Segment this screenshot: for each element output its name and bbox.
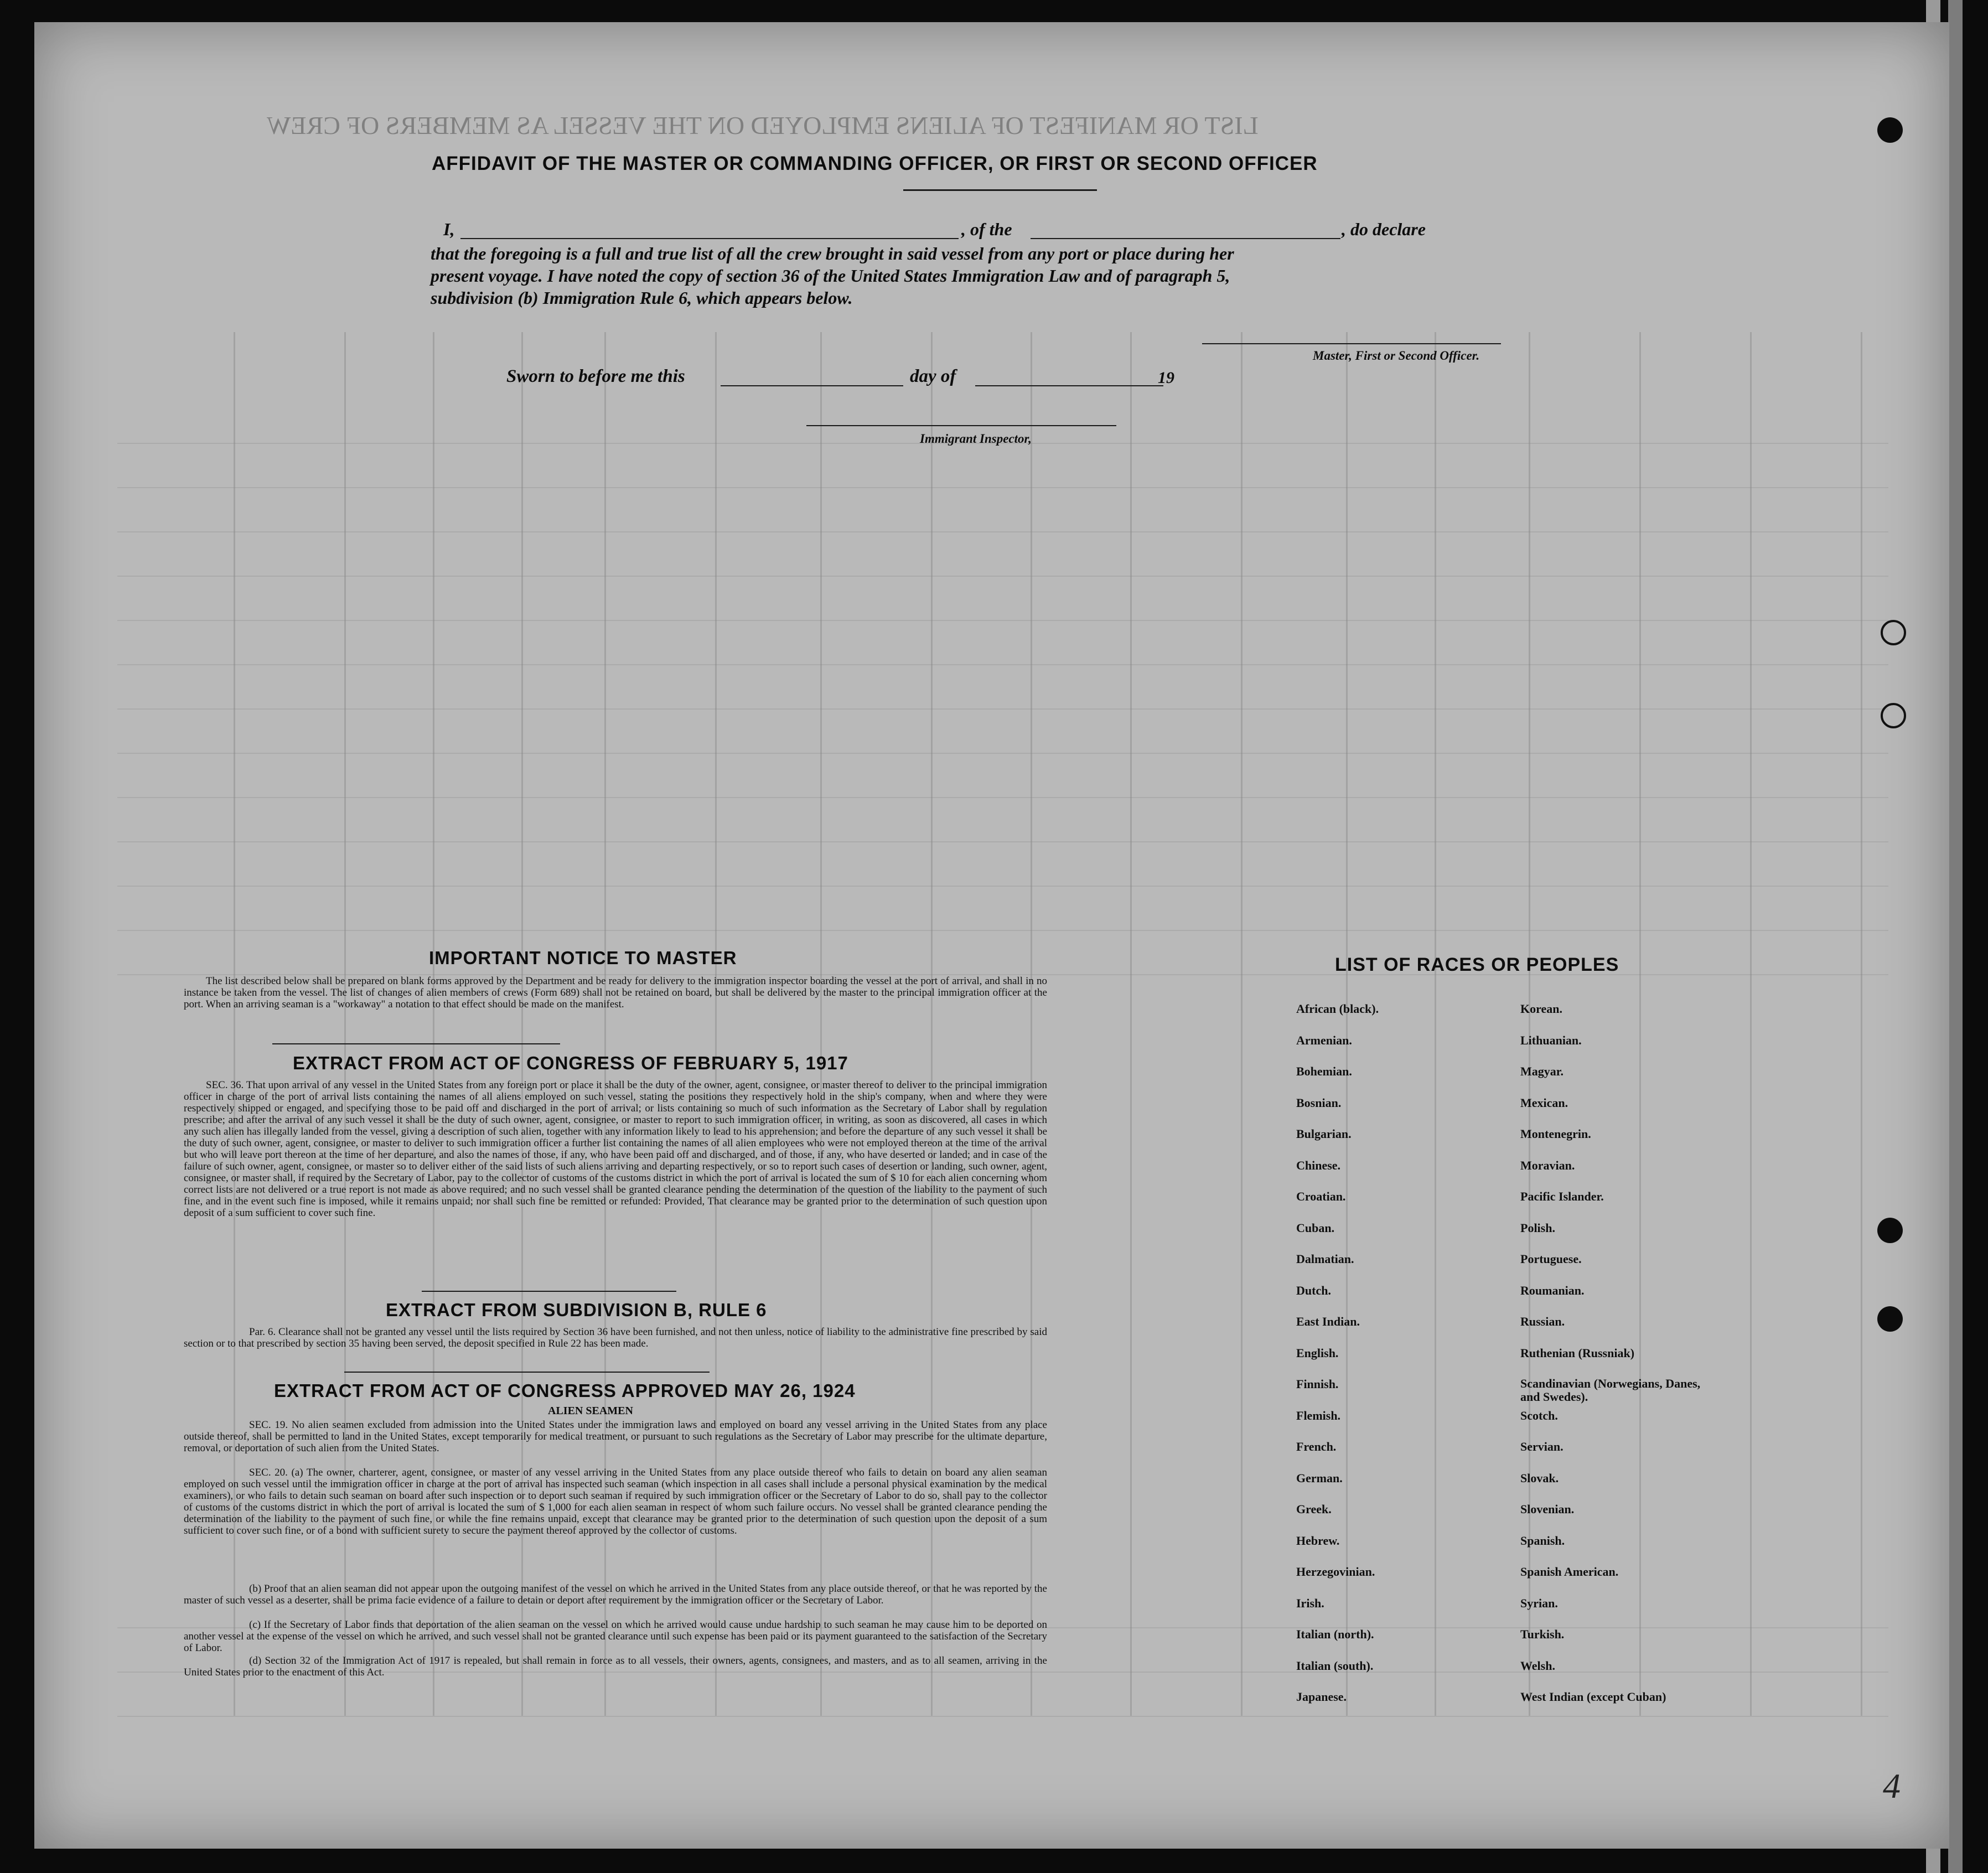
race-item: Italian (north). <box>1296 1627 1374 1641</box>
affidavit-blank-vessel <box>1031 238 1340 239</box>
race-item: Dutch. <box>1296 1283 1331 1297</box>
race-item: Finnish. <box>1296 1377 1339 1391</box>
race-item: Ruthenian (Russniak) <box>1520 1346 1635 1360</box>
punch-hole-ring <box>1881 620 1906 645</box>
race-item: Lithuanian. <box>1520 1033 1582 1047</box>
affidavit-of-the: , of the <box>961 219 1012 239</box>
race-item: Syrian. <box>1520 1596 1558 1610</box>
affidavit-do-declare: , do declare <box>1342 219 1426 239</box>
affidavit-title-underline <box>903 189 1097 191</box>
affidavit-body-1: that the foregoing is a full and true list of all the crew brought in said vessel from any port or place during her <box>431 244 1234 263</box>
race-item: West Indian (except Cuban) <box>1520 1690 1666 1704</box>
race-item: Slovak. <box>1520 1471 1559 1485</box>
race-item: Armenian. <box>1296 1033 1352 1047</box>
race-item: Bulgarian. <box>1296 1127 1352 1141</box>
affidavit-title: AFFIDAVIT OF THE MASTER OR COMMANDING OFFICER, OR FIRST OR SECOND OFFICER <box>432 153 1318 174</box>
sworn-day-blank <box>721 385 903 386</box>
punch-hole <box>1877 1306 1903 1332</box>
inspector-label: Immigrant Inspector, <box>920 432 1032 446</box>
inspector-signature-line <box>806 425 1116 426</box>
punch-hole <box>1877 117 1903 143</box>
race-item: East Indian. <box>1296 1315 1360 1328</box>
extract-1924-title: EXTRACT FROM ACT OF CONGRESS APPROVED MAY 26, 1924 <box>274 1380 856 1401</box>
notice-text: The list described below shall be prepared on blank forms approved by the Department and be ready for delivery to the immigration inspector boarding the vessel at the port of arrival, and shall in no instance be taken from the vessel. The list of changes of alien members of crews (Form 689) shall not be retained on board, but shall be delivered by the master to the principal immigration officer at the port. When an arriving seaman is a "workaway" a notation to that effect should be made on the manifest. <box>184 975 1047 1010</box>
affidavit-line-i: I, <box>443 219 455 239</box>
sworn-month-blank <box>975 385 1163 386</box>
extract-rule6-title: EXTRACT FROM SUBDIVISION B, RULE 6 <box>386 1300 767 1320</box>
extract-1924-sec20b: (b) Proof that an alien seaman did not appear upon the outgoing manifest of the vessel on which he arrived in the United States from any place outside thereof, or that he was reported by the master of such vessel as a deserter, shall be prima facie evidence of a failure to detain or deport after requirement by the immigration officer or the Secretary of Labor. <box>184 1583 1047 1606</box>
race-item: Scandinavian (Norwegians, Danes, and Swedes). <box>1520 1377 1701 1404</box>
extract-1924-sec20a: SEC. 20. (a) The owner, charterer, agent, consignee, or master of any vessel arriving in the United States from any place outside thereof who fails to detain on board any alien seaman employed on such vessel until the immigration officer in charge at the port of arrival has inspected such seaman (which inspection in all cases shall include a personal physical examination by the medical examiners), or who fails to detain such seaman on board after such inspection or to deport such seaman if required by such immigration officer or the Secretary of Labor to do so, shall pay to the collector of customs of the customs district in which the port of arrival is located the sum of $ 1,000 for each alien seaman in respect of whom such failure occurs. No vessel shall be granted clearance pending the determination of the liability to the payment of such fine, or while the fine remains unpaid, except that clearance may be granted prior to the determination of such question upon the deposit of a sum sufficient to cover such fine, or of a bond with sufficient surety to secure the payment thereof approved by the collector of customs. <box>184 1467 1047 1536</box>
divider-2 <box>422 1291 676 1292</box>
race-item: Croatian. <box>1296 1189 1346 1203</box>
sworn-before-label: Sworn to before me this <box>506 366 685 386</box>
race-item: African (black). <box>1296 1002 1379 1016</box>
races-title: LIST OF RACES OR PEOPLES <box>1335 954 1619 975</box>
notice-title: IMPORTANT NOTICE TO MASTER <box>429 948 737 968</box>
race-item: German. <box>1296 1471 1343 1485</box>
sworn-day-of-label: day of <box>910 366 956 386</box>
race-item: Spanish American. <box>1520 1565 1619 1579</box>
race-item: Turkish. <box>1520 1627 1565 1641</box>
extract-1924-sec19: SEC. 19. No alien seamen excluded from admission into the United States under the immigration laws and employed on board any vessel arriving in the United States from any place outside thereof, shall be permitted to land in the United States, except temporarily for medical treatment, or pursuant to such regulations as the Secretary of Labor may prescribe for the ultimate departure, removal, or deportation of such alien from the United States. <box>184 1419 1047 1454</box>
race-item: Pacific Islander. <box>1520 1189 1604 1203</box>
race-item: Italian (south). <box>1296 1658 1374 1673</box>
race-item: Korean. <box>1520 1002 1562 1016</box>
race-item: Montenegrin. <box>1520 1127 1591 1141</box>
page-edge-right-2 <box>1948 0 1963 1873</box>
race-item: Magyar. <box>1520 1064 1564 1078</box>
punch-hole-ring <box>1881 703 1906 728</box>
race-item: Bosnian. <box>1296 1095 1342 1110</box>
bleed-through-grid <box>34 22 1949 1849</box>
extract-1924-sec20d: (d) Section 32 of the Immigration Act of 1917 is repealed, but shall remain in force as to all vessels, their owners, agents, consignees, and masters, and as to all seamen, arriving in the United States prior to the enactment of this Act. <box>184 1655 1047 1678</box>
race-item: Roumanian. <box>1520 1283 1585 1297</box>
bleed-through-header: LIST OR MANIFEST OF ALIENS EMPLOYED ON THE VESSEL AS MEMBERS OF CREW <box>267 111 1259 139</box>
affidavit-body-3: subdivision (b) Immigration Rule 6, which appears below. <box>431 288 853 308</box>
affidavit-body-2: present voyage. I have noted the copy of section 36 of the United States Immigration Law and of paragraph 5, <box>431 266 1230 286</box>
race-item: Portuguese. <box>1520 1252 1582 1266</box>
race-item: Cuban. <box>1296 1220 1335 1235</box>
race-item: Welsh. <box>1520 1658 1555 1673</box>
race-item: Greek. <box>1296 1502 1332 1516</box>
race-item: Irish. <box>1296 1596 1324 1610</box>
document-page <box>34 22 1949 1849</box>
sworn-year-label: 19 <box>1158 369 1174 387</box>
race-item: English. <box>1296 1346 1339 1360</box>
race-item: Mexican. <box>1520 1095 1568 1110</box>
divider-1 <box>272 1043 560 1044</box>
master-signature-line <box>1202 343 1501 344</box>
extract-rule6-text: Par. 6. Clearance shall not be granted any vessel until the lists required by Section 36 have been furnished, and not then unless, notice of liability to the administrative fine prescribed by said section or to that prescribed by section 35 having been served, the deposit specified in Rule 22 has been made. <box>184 1326 1047 1349</box>
race-item: Polish. <box>1520 1220 1555 1235</box>
race-item: Servian. <box>1520 1440 1564 1453</box>
race-item: Chinese. <box>1296 1158 1341 1172</box>
race-item: Herzegovinian. <box>1296 1565 1375 1579</box>
race-item: Dalmatian. <box>1296 1252 1354 1266</box>
master-signature-label: Master, First or Second Officer. <box>1313 349 1480 363</box>
race-item: French. <box>1296 1440 1337 1453</box>
race-item: Flemish. <box>1296 1408 1341 1422</box>
extract-1924-sec20c: (c) If the Secretary of Labor finds that deportation of the alien seaman on the vessel on which he arrived would cause undue hardship to such seaman he may cause him to be deported on another vessel at the expense of the vessel on which he arrived, and such vessel shall not be granted clearance until such expense has been paid or its payment guaranteed to the satisfaction of the Secretary of Labor. <box>184 1619 1047 1654</box>
divider-3 <box>344 1372 710 1373</box>
race-item: Russian. <box>1520 1315 1565 1328</box>
race-item: Hebrew. <box>1296 1533 1340 1548</box>
race-item: Japanese. <box>1296 1690 1347 1704</box>
race-item: Scotch. <box>1520 1408 1558 1422</box>
affidavit-blank-name <box>460 238 959 239</box>
punch-hole <box>1877 1218 1903 1243</box>
race-item: Moravian. <box>1520 1158 1575 1172</box>
extract-1917-text: SEC. 36. That upon arrival of any vessel in the United States from any foreign port or place it shall be the duty of the owner, agent, consignee, or master thereof to deliver to the principal immigration officer in charge of the port of arrival lists containing the names of all aliens employed on such vessel, stating the positions they respectively hold in the ship's company, when and where they were respectively shipped or engaged, and specifying those to be paid off and discharged in the port of arrival; or lists containing so much of such information as the Secretary of Labor shall by regulation prescribe; and after the arrival of any such vessel it shall be the duty of such owner, agent, consignee, or master to report to such immigration officer, in writing, as soon as discovered, all cases in which any such alien has illegally landed from the vessel, giving a description of such alien, together with any information likely to lead to his apprehension; and before the departure of any such vessel it shall be the duty of such owner, agent, consignee, or master to deliver to such immigration officer a further list containing the names of all alien employees who were not employed thereon at the time of the arrival but who will leave port thereon at the time of her departure, and also the names of those, if any, who have been paid off and discharged, and of those, if any, who have deserted or landed; and in case of the failure of such owner, agent, consignee, or master so to deliver either of the said lists of such aliens arriving and departing respectively, or so to report such cases of desertion or landing, such owner, agent, consignee, or master shall, if required by the Secretary of Labor, pay to the collector of customs of the customs district in which the port of arrival is located the sum of $ 10 for each alien concerning whom correct lists are not delivered or a true report is not made as above required; and no such vessel shall be granted clearance pending the determination of the question of the liability to the payment of such fine, and in the event such fine is imposed, while it remains unpaid; nor shall such fine be remitted or refunded: Provided, That clearance may be granted prior to the determination of such question upon deposit of a sum sufficient to cover such fine. <box>184 1079 1047 1219</box>
extract-1917-title: EXTRACT FROM ACT OF CONGRESS OF FEBRUARY 5, 1917 <box>293 1053 848 1073</box>
extract-1924-subtitle: ALIEN SEAMEN <box>548 1405 633 1417</box>
race-item: Spanish. <box>1520 1533 1565 1548</box>
handwritten-page-number: 4 <box>1883 1766 1901 1805</box>
race-item: Bohemian. <box>1296 1064 1352 1078</box>
race-item: Slovenian. <box>1520 1502 1575 1516</box>
